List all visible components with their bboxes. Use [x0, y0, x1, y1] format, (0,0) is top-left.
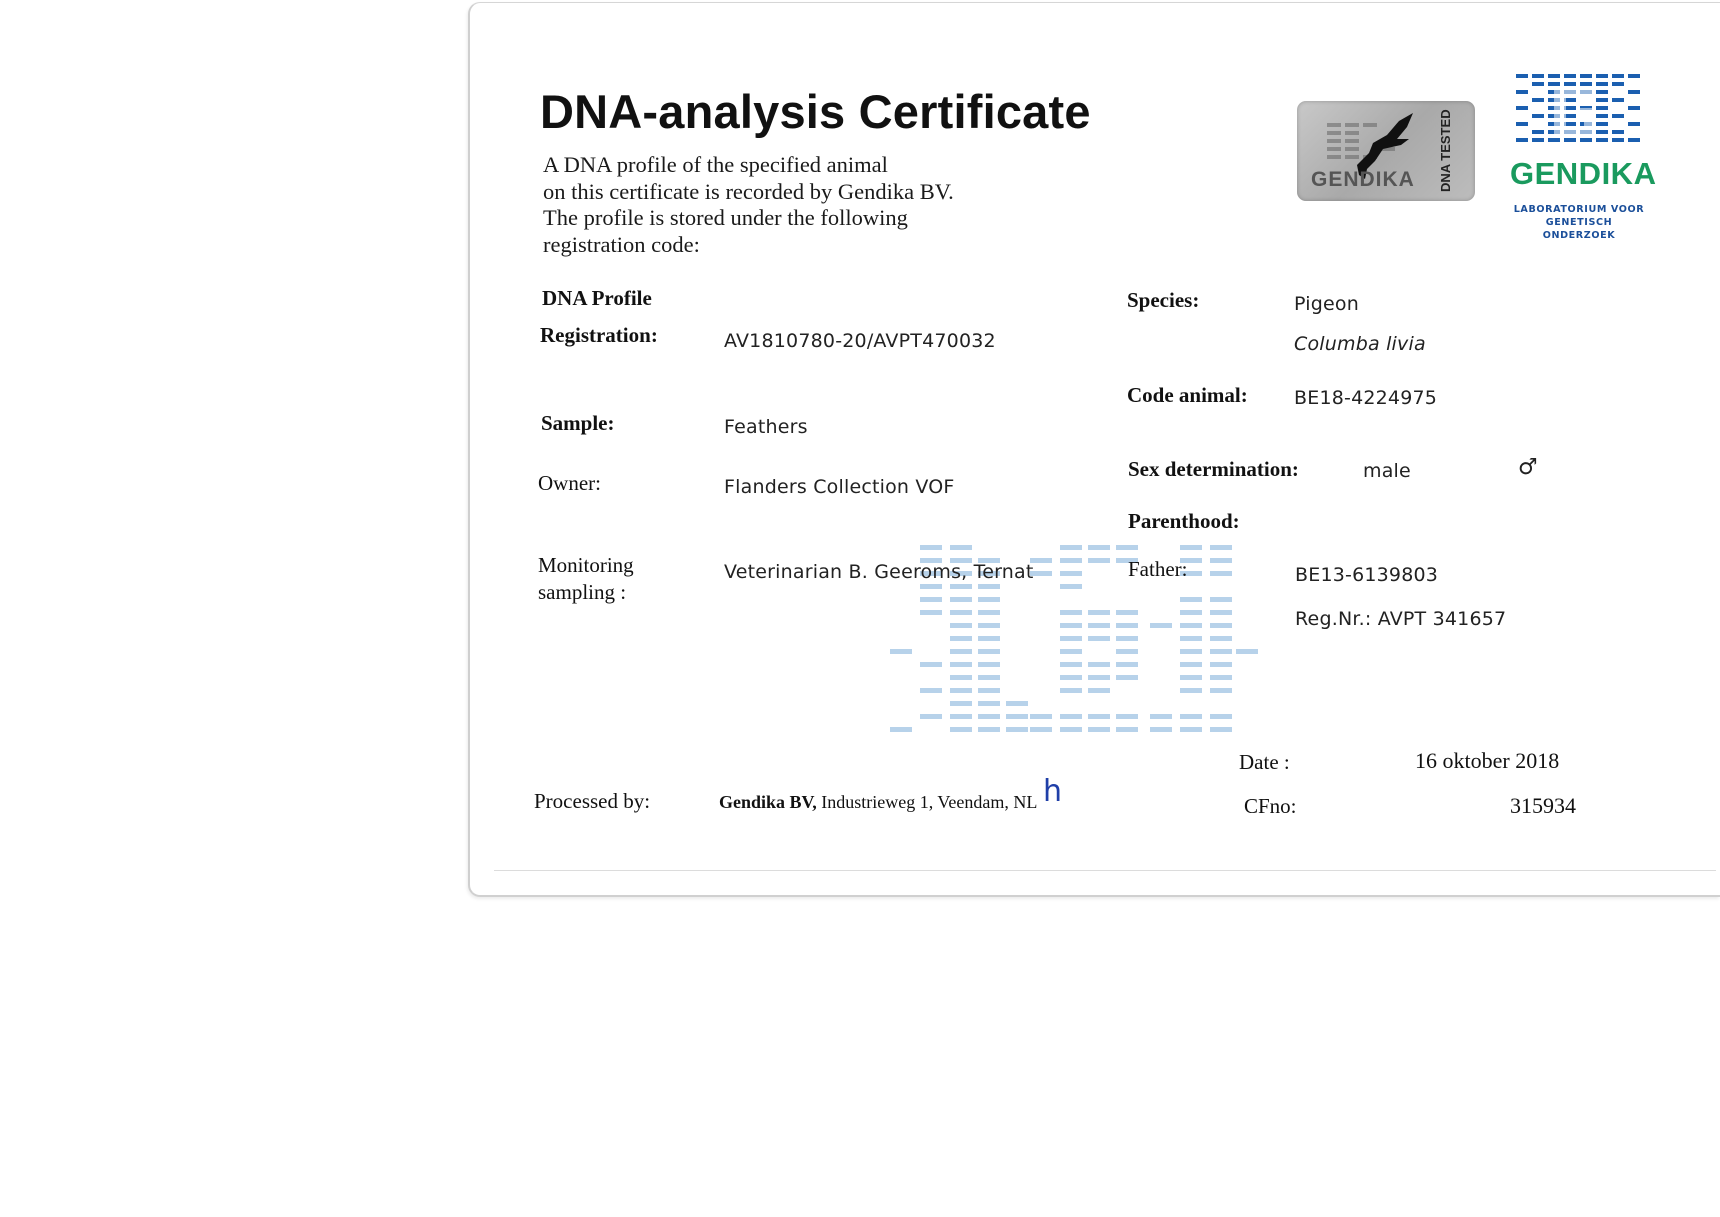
owner-label: Owner: [538, 471, 601, 495]
monitoring-label-line: Monitoring [538, 553, 634, 577]
species-latin-value: Columba livia [1294, 333, 1426, 355]
father-value: BE13-6139803 [1295, 564, 1439, 586]
sex-determination-label: Sex determination: [1128, 457, 1299, 481]
badge-brand-text: GENDIKA [1311, 168, 1415, 191]
cfno-label: CFno: [1244, 794, 1297, 818]
date-label: Date : [1239, 750, 1290, 774]
logo-subtitle-line: LABORATORIUM VOOR [1513, 204, 1645, 215]
father-reg-value: AVPT 341657 [1377, 608, 1507, 630]
badge-tested-text: DNA TESTED [1438, 109, 1453, 193]
handwritten-initial: h [1043, 774, 1063, 809]
date-value: 16 oktober 2018 [1415, 748, 1560, 773]
processor-info [719, 792, 1037, 813]
processor-address: Industrieweg 1, Veendam, NL [821, 792, 1038, 812]
sex-value: male [1363, 460, 1411, 482]
owner-value: Flanders Collection VOF [724, 476, 955, 498]
processed-by-label: Processed by: [534, 789, 651, 813]
species-common-value: Pigeon [1294, 293, 1359, 315]
cfno-value: 315934 [1510, 793, 1576, 818]
intro-line: The profile is stored under the following [543, 205, 908, 230]
sample-label: Sample: [541, 411, 615, 435]
certificate-title: DNA-analysis Certificate [540, 85, 1091, 138]
certificate-intro [543, 152, 954, 258]
father-reg-label: Reg.Nr.: [1295, 608, 1372, 630]
code-animal-label: Code animal: [1127, 383, 1248, 407]
intro-line: on this certificate is recorded by Gendika BV. [543, 178, 954, 204]
intro-line: registration code: [543, 231, 700, 257]
gendika-logo-name: GENDIKA [1510, 156, 1657, 191]
species-label: Species: [1127, 288, 1200, 312]
intro-line: A DNA profile of the specified animal [543, 152, 888, 177]
gendika-logo-subtitle [1512, 203, 1646, 242]
male-symbol-icon: ♂ [1518, 455, 1538, 480]
monitoring-sampling-value: Veterinarian B. Geeroms, Ternat [724, 561, 1034, 583]
monitoring-label-line: sampling : [538, 580, 627, 604]
father-reg-nr [1295, 608, 1506, 630]
parenthood-label: Parenthood: [1128, 509, 1240, 533]
gendika-g-logo-icon [1512, 70, 1647, 150]
father-label: Father: [1128, 557, 1188, 581]
dna-tested-badge [1297, 101, 1475, 201]
registration-label: Registration: [540, 323, 658, 347]
sample-value: Feathers [724, 416, 808, 438]
card-bottom-rule [494, 870, 1716, 871]
code-animal-value: BE18-4224975 [1294, 387, 1438, 409]
registration-value: AV1810780-20/AVPT470032 [724, 330, 996, 352]
monitoring-sampling-label [538, 552, 634, 606]
processor-name: Gendika BV, [719, 792, 817, 812]
logo-subtitle-line: GENETISCH ONDERZOEK [1542, 217, 1616, 241]
dna-profile-heading: DNA Profile [542, 286, 652, 310]
